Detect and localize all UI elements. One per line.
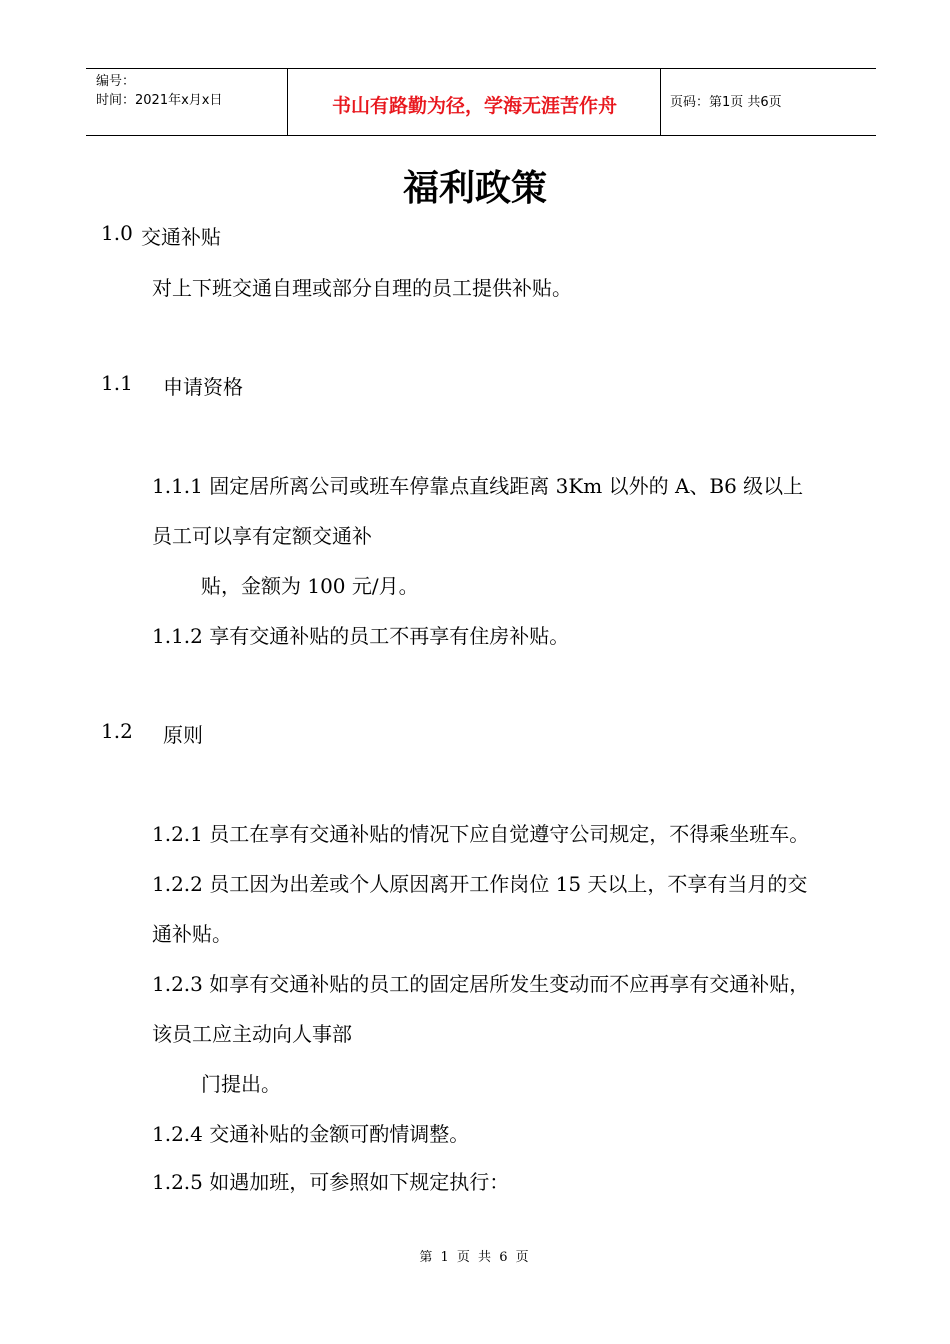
section-number: 1.0 bbox=[101, 221, 133, 245]
section-description: 对上下班交通自理或部分自理的员工提供补贴。 bbox=[152, 276, 572, 300]
paragraph-line: 通补贴。 bbox=[152, 922, 232, 946]
section-title: 申请资格 bbox=[163, 375, 243, 399]
section-title: 原则 bbox=[163, 723, 203, 747]
header-page-label: 页码：第1页 共6页 bbox=[670, 95, 782, 110]
header-motto: 书山有路勤为径，学海无涯苦作舟 bbox=[331, 95, 617, 117]
document-time-label: 时间：2021年x月x日 bbox=[96, 93, 223, 108]
paragraph-line: 1.2.3 如享有交通补贴的员工的固定居所发生变动而不应再享有交通补贴， bbox=[152, 972, 810, 996]
header-page-cell bbox=[661, 69, 876, 135]
paragraph-line: 该员工应主动向人事部 bbox=[152, 1022, 352, 1046]
document-header bbox=[86, 68, 876, 136]
header-info-cell bbox=[86, 69, 288, 135]
section-title: 交通补贴 bbox=[141, 225, 221, 249]
paragraph-line: 1.2.1 员工在享有交通补贴的情况下应自觉遵守公司规定，不得乘坐班车。 bbox=[152, 822, 810, 846]
section-number: 1.2 bbox=[101, 719, 133, 743]
paragraph-line: 1.1.2 享有交通补贴的员工不再享有住房补贴。 bbox=[152, 624, 570, 648]
header-motto-cell bbox=[288, 69, 661, 135]
page-footer: 第 1 页 共 6 页 bbox=[419, 1250, 531, 1265]
section-number: 1.1 bbox=[101, 371, 133, 395]
paragraph-line: 1.1.1 固定居所离公司或班车停靠点直线距离 3Km 以外的 A、B6 级以上 bbox=[152, 474, 804, 498]
page-title: 福利政策 bbox=[402, 168, 547, 209]
document-number-label: 编号： bbox=[96, 74, 136, 89]
paragraph-line: 1.2.2 员工因为出差或个人原因离开工作岗位 15 天以上，不享有当月的交 bbox=[152, 872, 808, 896]
paragraph-line: 1.2.5 如遇加班，可参照如下规定执行： bbox=[152, 1170, 510, 1194]
paragraph-line: 1.2.4 交通补贴的金额可酌情调整。 bbox=[152, 1122, 470, 1146]
paragraph-line: 贴，金额为 100 元/月。 bbox=[201, 574, 419, 598]
paragraph-line: 员工可以享有定额交通补 bbox=[152, 524, 372, 548]
paragraph-line: 门提出。 bbox=[201, 1072, 281, 1096]
